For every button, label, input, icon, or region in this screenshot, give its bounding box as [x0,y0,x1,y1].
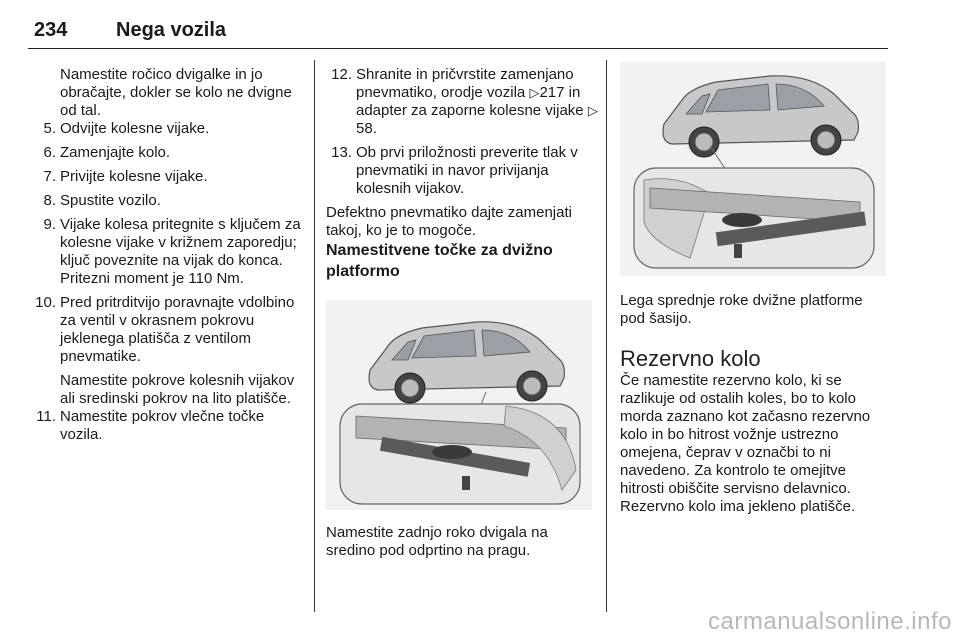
step-text: Zamenjajte kolo. [60,144,171,161]
watermark: carmanualsonline.info [708,608,952,635]
step-number: 12. [331,66,352,83]
column-2 [326,66,598,282]
column-divider-1 [314,60,315,612]
step-text: Spustite vozilo. [60,192,161,209]
caption-text: Namestite zadnjo roko dvigala na sredino pod odprtino na pragu. [326,524,548,559]
step-number: 9. [43,216,56,233]
page-header [28,8,888,49]
step-text: Odvijte kolesne vijake. [60,120,210,137]
figure-caption-rear [326,524,598,560]
step-number: 8. [43,192,56,209]
page-reference[interactable]: 58 [356,120,373,137]
column-1 [30,66,302,450]
chapter-title: Nega vozila [116,19,227,41]
step-13 [326,144,598,198]
step-number: 10. [35,294,56,311]
figure-caption-front: Lega sprednje roke dvižne platforme pod šasijo. [620,292,863,327]
step-12 [326,66,598,138]
step-5 [30,120,302,138]
step-7 [30,168,302,186]
section-heading: Namestitvene točke za dvižno platformo [326,242,553,280]
page-number: 234 [34,19,68,41]
column-divider-2 [606,60,607,612]
paragraph: Če namestite rezervno kolo, ki se razlikuje od ostalih koles, bo to kolo morda zaznano kot začasno rezervno kolo in bo hitrost vožnje ustrezno omejena, čeprav v označbi to ni navedeno. Za kontrolo te omejitve hitrosti obiščite servisno delavnico. [620,372,871,497]
front-lift-point-illustration [620,62,886,276]
step-text: Ob prvi priložnosti preverite tlak v pnevmatiki in navor privijanja kolesnih vijakov. [356,144,578,197]
step-number: 6. [43,144,56,161]
step-number: 13. [331,144,352,161]
step-text-c: . [372,120,377,137]
step-text-b: in adapter za zaporne kolesne vijake [356,84,588,119]
paragraph: Rezervno kolo ima jekleno platišče. [620,498,856,515]
step-6 [30,144,302,162]
section-heading: Rezervno kolo [620,346,761,371]
page-reference[interactable]: 217 [539,84,565,101]
page-reference-icon: ▷ [529,85,540,100]
step-10-subtext: Namestite pokrove kolesnih vijakov ali sredinski pokrov na lito platišče. [60,372,295,407]
step-8 [30,192,302,210]
step-number: 11. [36,408,56,425]
column-3 [620,292,888,516]
step-text: Vijake kolesa pritegnite s ključem za kolesne vijake v križnem zaporedju; ključ poveznite na vijak do konca. Pritezni moment je 110 Nm. [60,216,301,287]
step-number: 5. [43,120,56,137]
step-text: Namestite pokrov vlečne točke vozila. [60,408,265,443]
step-10 [30,294,302,366]
paragraph: Defektno pnevmatiko dajte zamenjati takoj, ko je to mogoče. [326,204,572,239]
step-text: Pred pritrditvijo poravnajte vdolbino za ventil v okrasnem pokrovu jeklenega platišča z ventilom pnevmatike. [60,294,295,365]
step-text-a: Shranite in pričvrstite zamenjano pnevmatiko, orodje vozila [356,66,574,101]
step-11 [30,408,302,444]
step-text: Privijte kolesne vijake. [60,168,208,185]
page-reference-icon: ▷ [587,103,598,118]
rear-lift-point-illustration [326,300,592,510]
intro-text: Namestite ročico dvigalke in jo obračajte, dokler se kolo ne dvigne od tal. [60,66,292,119]
step-number: 7. [43,168,56,185]
step-9 [30,216,302,288]
